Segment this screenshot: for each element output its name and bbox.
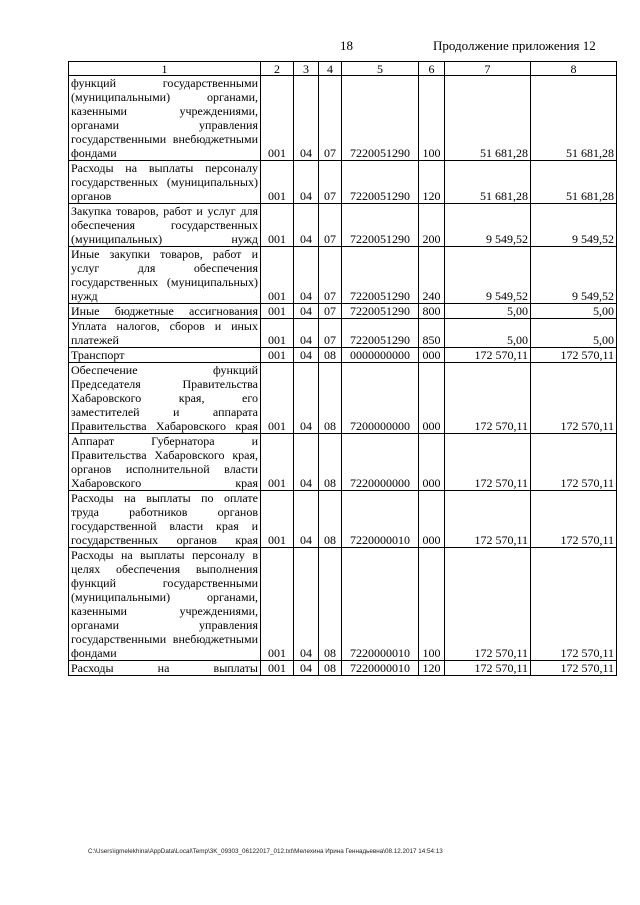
- subsection-code: 07: [319, 319, 342, 348]
- section-code: 04: [294, 304, 319, 319]
- expense-type-code: 850: [419, 319, 445, 348]
- target-article-code: 7220000000: [342, 434, 419, 491]
- subsection-code: 08: [319, 363, 342, 434]
- expense-type-code: 120: [419, 161, 445, 204]
- table-row: [69, 204, 617, 247]
- expense-type-code: 000: [419, 348, 445, 363]
- column-header: 1: [69, 62, 261, 76]
- amount-actual: 172 570,11: [531, 491, 617, 548]
- expense-name: Аппарат Губернатора и Правительства Хабаровского края, органов исполнительной власти Хабаровского края: [69, 434, 261, 491]
- amount-actual: 172 570,11: [531, 548, 617, 661]
- expense-name: Расходы на выплаты персоналу государственных (муниципальных) органов: [69, 161, 261, 204]
- expense-type-code: 100: [419, 76, 445, 161]
- admin-code: 001: [261, 434, 294, 491]
- column-header: 7: [445, 62, 531, 76]
- subsection-code: 08: [319, 548, 342, 661]
- expense-type-code: 000: [419, 363, 445, 434]
- section-code: 04: [294, 319, 319, 348]
- subsection-code: 07: [319, 161, 342, 204]
- expense-name: Закупка товаров, работ и услуг для обеспечения государственных (муниципальных) нужд: [69, 204, 261, 247]
- admin-code: 001: [261, 548, 294, 661]
- amount-plan: 9 549,52: [445, 247, 531, 304]
- expense-name: Уплата налогов, сборов и иных платежей: [69, 319, 261, 348]
- expense-name: Расходы на выплаты: [69, 661, 261, 676]
- amount-actual: 51 681,28: [531, 161, 617, 204]
- column-number-row: [69, 62, 617, 76]
- admin-code: 001: [261, 304, 294, 319]
- column-header: 8: [531, 62, 617, 76]
- expense-name: Иные бюджетные ассигнования: [69, 304, 261, 319]
- amount-actual: 172 570,11: [531, 363, 617, 434]
- table-row: [69, 304, 617, 319]
- target-article-code: 0000000000: [342, 348, 419, 363]
- target-article-code: 7220051290: [342, 319, 419, 348]
- page-number: 18: [340, 38, 353, 53]
- amount-actual: 51 681,28: [531, 76, 617, 161]
- section-code: 04: [294, 434, 319, 491]
- expense-type-code: 120: [419, 661, 445, 676]
- target-article-code: 7220051290: [342, 204, 419, 247]
- expense-type-code: 240: [419, 247, 445, 304]
- expense-name: функций государственными (муниципальными) органами, казенными учреждениями, органами управления государственными внебюджетными фондами: [69, 76, 261, 161]
- column-header: 5: [342, 62, 419, 76]
- amount-plan: 5,00: [445, 304, 531, 319]
- subsection-code: 07: [319, 204, 342, 247]
- target-article-code: 7200000000: [342, 363, 419, 434]
- section-code: 04: [294, 363, 319, 434]
- admin-code: 001: [261, 348, 294, 363]
- column-header: 2: [261, 62, 294, 76]
- amount-plan: 51 681,28: [445, 76, 531, 161]
- expense-type-code: 100: [419, 548, 445, 661]
- target-article-code: 7220000010: [342, 661, 419, 676]
- continuation-label: Продолжение приложения 12: [433, 38, 596, 53]
- table-row: [69, 76, 617, 161]
- expense-name: Иные закупки товаров, работ и услуг для обеспечения государственных (муниципальных) нужд: [69, 247, 261, 304]
- amount-actual: 5,00: [531, 319, 617, 348]
- target-article-code: 7220000010: [342, 548, 419, 661]
- amount-plan: 172 570,11: [445, 348, 531, 363]
- section-code: 04: [294, 76, 319, 161]
- table-row: [69, 491, 617, 548]
- table-row: [69, 161, 617, 204]
- expense-name: Транспорт: [69, 348, 261, 363]
- file-path-footer: C:\Users\igmelekhina\AppData\Local\Temp\3K_09303_06122017_012.txt\Мелехина Ирина Геннадьевна\08.12.2017 14:54:13: [88, 848, 443, 855]
- table-row: [69, 348, 617, 363]
- admin-code: 001: [261, 319, 294, 348]
- subsection-code: 07: [319, 247, 342, 304]
- column-header: 4: [319, 62, 342, 76]
- amount-actual: 9 549,52: [531, 204, 617, 247]
- admin-code: 001: [261, 204, 294, 247]
- subsection-code: 08: [319, 491, 342, 548]
- expense-name: Расходы на выплаты по оплате труда работников органов государственной власти края и государственных органов края: [69, 491, 261, 548]
- target-article-code: 7220000010: [342, 491, 419, 548]
- target-article-code: 7220051290: [342, 76, 419, 161]
- amount-plan: 51 681,28: [445, 161, 531, 204]
- table-row: [69, 247, 617, 304]
- admin-code: 001: [261, 661, 294, 676]
- amount-plan: 172 570,11: [445, 548, 531, 661]
- amount-plan: 9 549,52: [445, 204, 531, 247]
- section-code: 04: [294, 348, 319, 363]
- amount-actual: 172 570,11: [531, 348, 617, 363]
- amount-plan: 5,00: [445, 319, 531, 348]
- expense-name: Обеспечение функций Председателя Правительства Хабаровского края, его заместителей и аппарата Правительства Хабаровского края: [69, 363, 261, 434]
- admin-code: 001: [261, 363, 294, 434]
- budget-table: [68, 61, 617, 676]
- expense-type-code: 800: [419, 304, 445, 319]
- amount-actual: 172 570,11: [531, 434, 617, 491]
- table-row: [69, 319, 617, 348]
- table-row: [69, 548, 617, 661]
- subsection-code: 08: [319, 661, 342, 676]
- amount-actual: 172 570,11: [531, 661, 617, 676]
- column-header: 3: [294, 62, 319, 76]
- target-article-code: 7220051290: [342, 304, 419, 319]
- admin-code: 001: [261, 76, 294, 161]
- expense-name: Расходы на выплаты персоналу в целях обеспечения выполнения функций государственными (муниципальными) органами, казенными учреждениями, органами управления государственными внебюджетными фондами: [69, 548, 261, 661]
- admin-code: 001: [261, 491, 294, 548]
- amount-plan: 172 570,11: [445, 434, 531, 491]
- section-code: 04: [294, 661, 319, 676]
- section-code: 04: [294, 548, 319, 661]
- amount-actual: 9 549,52: [531, 247, 617, 304]
- target-article-code: 7220051290: [342, 247, 419, 304]
- amount-actual: 5,00: [531, 304, 617, 319]
- section-code: 04: [294, 161, 319, 204]
- table-row: [69, 434, 617, 491]
- admin-code: 001: [261, 247, 294, 304]
- expense-type-code: 200: [419, 204, 445, 247]
- expense-type-code: 000: [419, 434, 445, 491]
- table-row: [69, 661, 617, 676]
- amount-plan: 172 570,11: [445, 363, 531, 434]
- amount-plan: 172 570,11: [445, 491, 531, 548]
- admin-code: 001: [261, 161, 294, 204]
- expense-type-code: 000: [419, 491, 445, 548]
- subsection-code: 07: [319, 304, 342, 319]
- amount-plan: 172 570,11: [445, 661, 531, 676]
- subsection-code: 08: [319, 348, 342, 363]
- subsection-code: 08: [319, 434, 342, 491]
- section-code: 04: [294, 491, 319, 548]
- column-header: 6: [419, 62, 445, 76]
- section-code: 04: [294, 247, 319, 304]
- section-code: 04: [294, 204, 319, 247]
- target-article-code: 7220051290: [342, 161, 419, 204]
- subsection-code: 07: [319, 76, 342, 161]
- table-row: [69, 363, 617, 434]
